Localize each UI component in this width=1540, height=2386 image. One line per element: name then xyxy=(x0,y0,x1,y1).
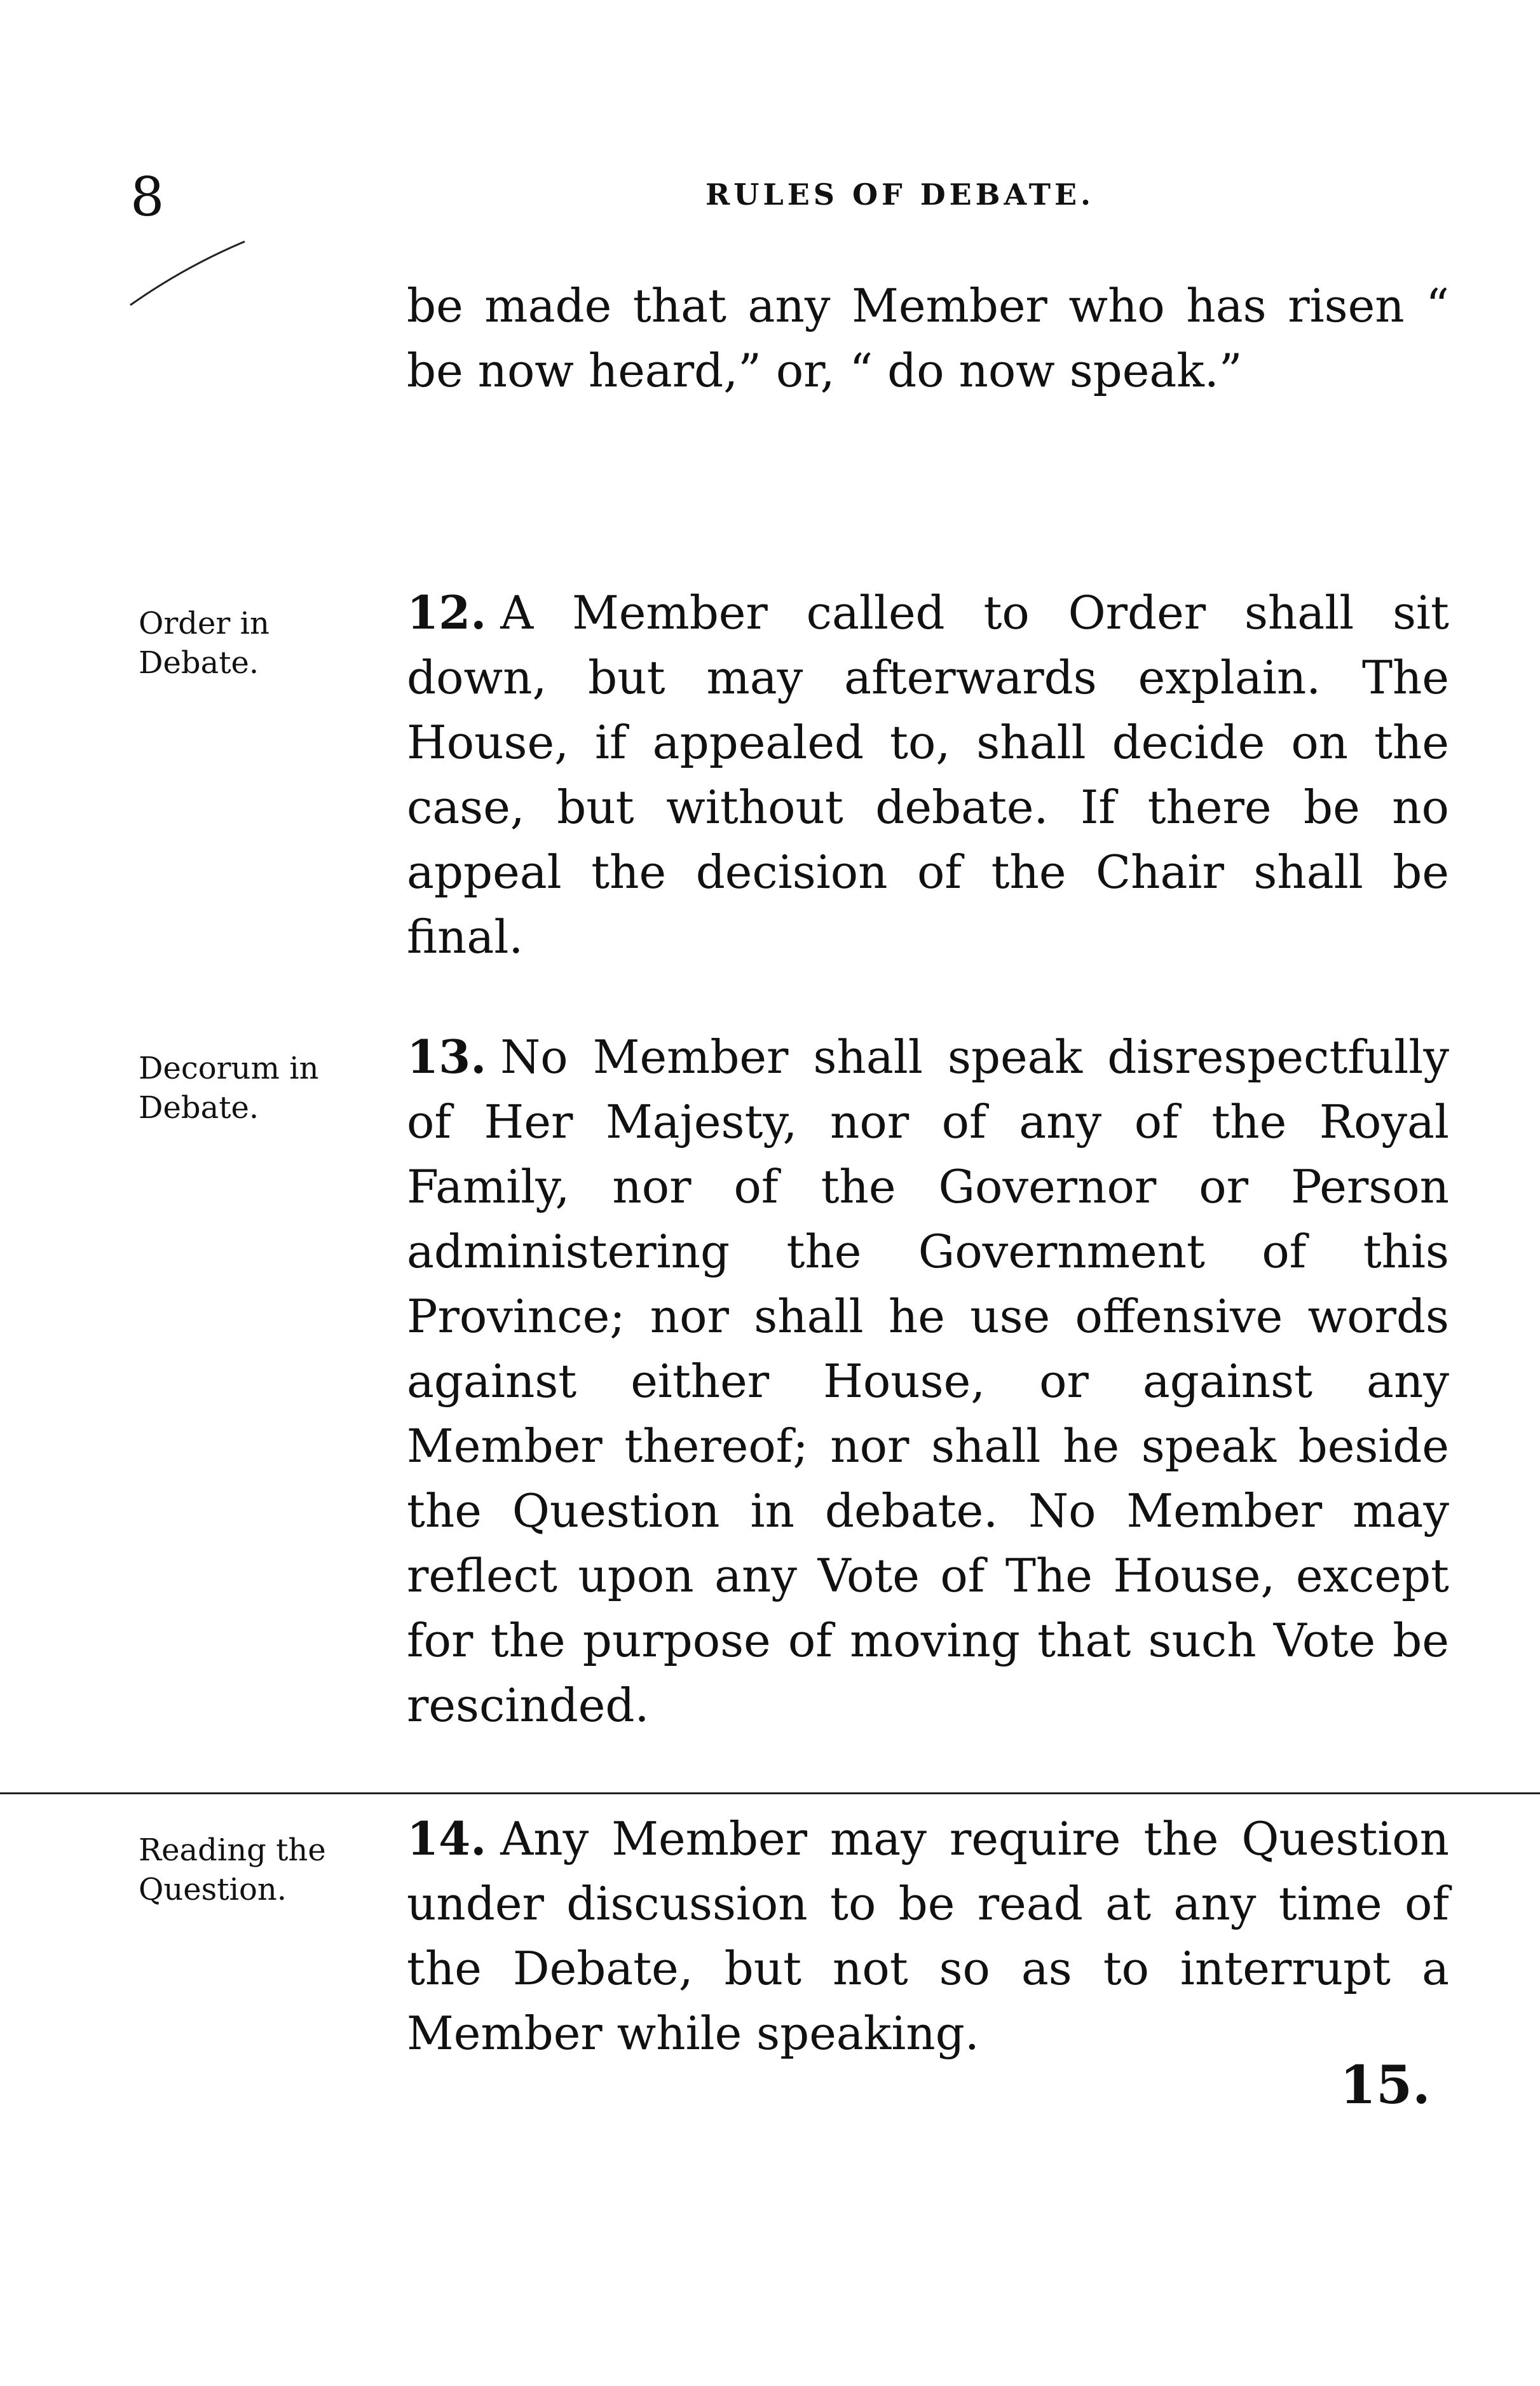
rule-12-number: 12. xyxy=(407,585,487,639)
margin-note-order-in-debate: Order in Debate. xyxy=(139,606,269,681)
running-title: RULES OF DEBATE. xyxy=(705,177,1095,212)
margin-note-reading-the-question: Reading the Question. xyxy=(139,1832,326,1907)
horizontal-rule xyxy=(0,1792,1540,1794)
rule-12-text: A Member called to Order shall sit down, but may afterwards explain. The House, if appealed to, shall decide on the case, but without debate. If there be no appeal the decision of the Chair shall be final. xyxy=(407,586,1449,964)
rule-14-text: Any Member may require the Question under discussion to be read at any time of the Debate, but not so as to interrupt a Member while speaking. xyxy=(407,1812,1449,2060)
continuation-paragraph xyxy=(407,273,1449,403)
continuation-text: be made that any Member who has risen “ be now heard,” or, “ do now speak.” xyxy=(407,279,1449,397)
rule-14-number: 14. xyxy=(407,1811,487,1865)
page-number: 8 xyxy=(130,166,165,228)
catchword: 15. xyxy=(1340,2055,1431,2116)
rule-12-paragraph xyxy=(407,580,1449,969)
margin-note-decorum-in-debate: Decorum in Debate. xyxy=(139,1051,319,1126)
rule-13-number: 13. xyxy=(407,1030,487,1084)
rule-13-paragraph xyxy=(407,1025,1449,1738)
rule-14-paragraph xyxy=(407,1806,1449,2066)
pen-stroke-mark xyxy=(127,235,254,311)
rule-13-text: No Member shall speak disrespectfully of Her Majesty, nor of any of the Royal Family, nor of the Governor or Person administering the Government of this Province; nor shall he use offensive words against either House, or against any Member thereof; nor shall he speak beside the Question in debate. No Member may reflect upon any Vote of The House, except for the purpose of moving that such Vote be rescinded. xyxy=(407,1030,1449,1732)
